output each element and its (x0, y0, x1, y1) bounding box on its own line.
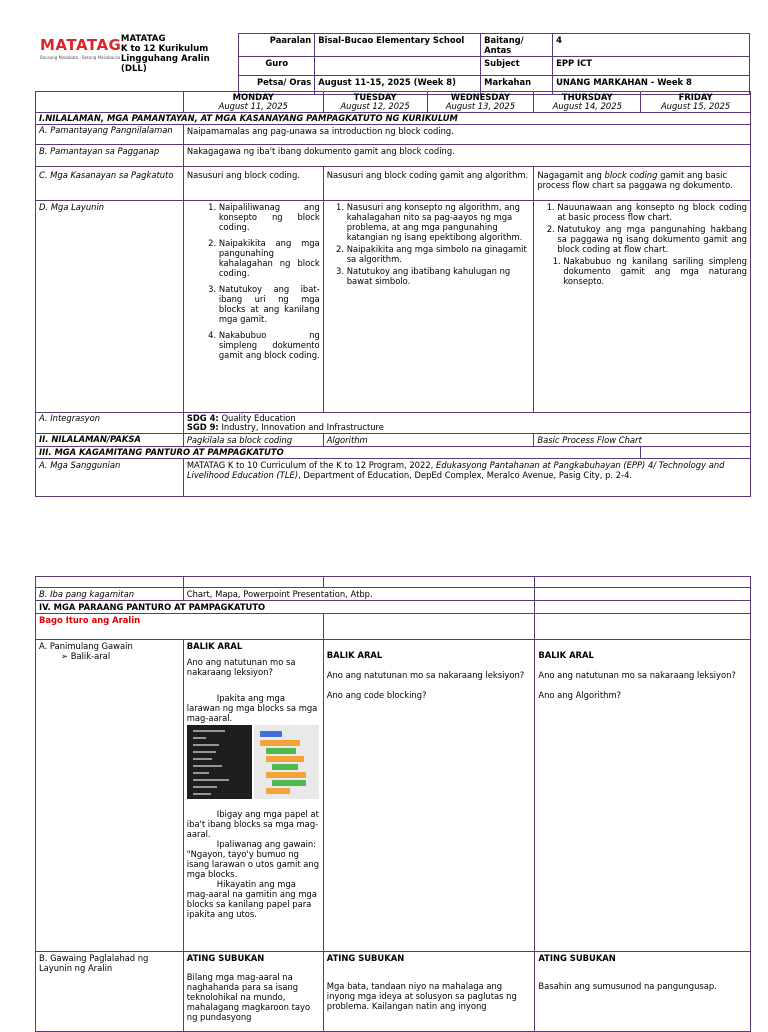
paglalahad-monday: ATING SUBUKAN Bilang mga mag-aaral na naghahanda para sa isang teknolohikal na mundo, mahalagang magkaroon tayo ng pundasyong (183, 952, 323, 1032)
panimulang-tuesday: BALIK ARAL Ano ang natutunan mo sa nakaraang leksiyon? Ano ang code blocking? (323, 640, 535, 952)
nilalaman-thursday: Basic Process Flow Chart (534, 434, 751, 447)
petsa-label: Petsa/ Oras (239, 76, 315, 95)
markahan-label: Markahan (481, 76, 553, 95)
scratch-blocks-screenshot (254, 725, 319, 799)
header-table (35, 33, 750, 95)
day-monday: MONDAY August 11, 2025 (183, 92, 323, 113)
blank-cell (183, 577, 323, 588)
guro-value (315, 57, 481, 76)
panimulang-thursday: BALIK ARAL Ano ang natutunan mo sa nakaraang leksiyon? Ano ang Algorithm? (535, 640, 751, 952)
blank-cell (535, 588, 751, 601)
paaralan-label: Paaralan (239, 34, 315, 57)
code-editor-screenshot (187, 725, 252, 799)
layunin-mon-item: 3. Natutukoy ang ibat-ibang uri ng mga blocks at ang kanilang mga gamit. (219, 284, 320, 324)
layunin-mon-item: 4. Nakabubuo ng simpleng dokumento gamit ang block coding. (219, 330, 320, 360)
subject-label: Subject (481, 57, 553, 76)
day-wednesday: WEDNESDAY August 13, 2025 (427, 92, 534, 113)
layunin-thu-item: 2. Natutukoy ang mga pangunahing hakbang sa paggawa ng isang dokumento gamit ang block coding at flow chart. (557, 224, 747, 254)
day-friday: FRIDAY August 15, 2025 (641, 92, 751, 113)
program-title: MATATAG K to 12 Kurikulum Lingguhang Aralin (DLL) (120, 33, 210, 74)
guro-label: Guro (239, 57, 315, 76)
layunin-thursday (534, 201, 751, 413)
kagamitan-label: B. Iba pang kagamitan (36, 588, 184, 601)
logo-cell (35, 34, 122, 95)
markahan-value: UNANG MARKAHAN - Week 8 (553, 76, 750, 95)
integrasyon-value: SDG 4: Quality Education SGD 9: Industry, Innovation and Infrastructure (183, 413, 750, 434)
blank-cell (641, 447, 751, 459)
layunin-thu-item: 1. Nauunawaan ang konsepto ng block coding at basic process flow chart. (557, 202, 747, 222)
layunin-mon-item: 1. Naipaliliwanag ang konsepto ng block coding. (219, 202, 320, 232)
layunin-thu-item: 1. Nakabubuo ng kanilang sariling simpleng dokumento gamit ang mga naturang konsepto. (563, 256, 747, 286)
layunin-tue-item: 3. Natutukoy ang ibatibang kahulugan ng bawat simbolo. (347, 266, 531, 286)
bago-ituro-label: Bago Ituro ang Aralin (36, 614, 324, 640)
nilalaman-label: II. NILALAMAN/PAKSA (36, 434, 184, 447)
section4-title: IV. MGA PARAANG PANTURO AT PAMPAGKATUTO (36, 601, 535, 614)
logo-tagline: Bansang Makabata · Batang Makabansa (40, 55, 121, 60)
paglalahad-label: B. Gawaing Paglalahad ng Layunin ng Aralin (36, 952, 184, 1032)
panimulang-label: A. Panimulang Gawain ➢ Balik-aral (36, 640, 184, 952)
layunin-tuesday (323, 201, 534, 413)
baitang-value: 4 (553, 34, 750, 57)
sanggunian-value: MATATAG K to 10 Curriculum of the K to 12 Program, 2022, Edukasyong Pantahanan at Pangkabuhayan (EPP) 4/ Technology and Livelihood Education (TLE), Department of Education, DepEd Complex, Meralco Avenue, Pasig City, p. 2-4. (183, 459, 750, 497)
kasanayan-monday: Nasusuri ang block coding. (183, 167, 323, 201)
petsa-value: August 11-15, 2025 (Week 8) (315, 76, 481, 95)
block-code-illustration (187, 725, 319, 799)
arrow-bullet-icon: ➢ (61, 651, 69, 661)
blank-cell (535, 614, 751, 640)
layunin-label: D. Mga Layunin (36, 201, 184, 413)
paaralan-value: Bisal-Bucao Elementary School (315, 34, 481, 57)
layunin-tue-item: 2. Naipakikita ang mga simbolo na ginagamit sa algorithm. (347, 244, 531, 264)
blank-cell (535, 577, 751, 588)
layunin-monday (183, 201, 323, 413)
day-thursday: THURSDAY August 14, 2025 (534, 92, 641, 113)
section3-title: III. MGA KAGAMITANG PANTURO AT PAMPAGKATUTO (36, 447, 641, 459)
sanggunian-label: A. Mga Sanggunian (36, 459, 184, 497)
pamantayang-value: Naipamamalas ang pag-unawa sa introduction ng block coding. (183, 125, 750, 145)
logo-text: MATATAG (40, 36, 122, 54)
blank-corner (36, 92, 184, 113)
blank-cell (323, 577, 535, 588)
kasanayan-tuesday: Nasusuri ang block coding gamit ang algorithm. (323, 167, 534, 201)
layunin-tue-item: 1. Nasusuri ang konsepto ng algorithm, ang kahalagahan nito sa pag-aayos ng mga problema, at ang mga pangunahing katangian ng isang epektibong algorithm. (347, 202, 531, 242)
kasanayan-thursday: Nagagamit ang block coding gamit ang basic process flow chart sa paggawa ng dokumento. (534, 167, 751, 201)
blank-cell (323, 614, 535, 640)
paglalahad-thursday: ATING SUBUKAN Basahin ang sumusunod na pangungusap. (535, 952, 751, 1032)
days-row (36, 92, 751, 113)
baitang-label: Baitang/ Antas (481, 34, 553, 57)
nilalaman-monday: Pagkilala sa block coding (183, 434, 323, 447)
nilalaman-tuesday: Algorithm (323, 434, 534, 447)
pagganap-label: B. Pamantayan sa Pagganap (36, 145, 184, 167)
kasanayan-label: C. Mga Kasanayan sa Pagkatuto (36, 167, 184, 201)
blank-cell (36, 577, 184, 588)
subject-value: EPP ICT (553, 57, 750, 76)
dll-table-1 (35, 91, 751, 497)
integrasyon-label: A. Integrasyon (36, 413, 184, 434)
section1-title: I.NILALAMAN, MGA PAMANTAYAN, AT MGA KASANAYANG PAMPAGKATUTO NG KURIKULUM (36, 113, 751, 125)
blank-cell (535, 601, 751, 614)
panimulang-monday: BALIK ARAL Ano ang natutunan mo sa nakaraang leksiyon? Ipakita ang mga larawan ng mga blocks sa mga mag-aaral. Ibigay ang mga papel at iba't ibang blocks sa mga mag- aaral. Ipaliwanag ang gawain: "Ngayon, tayo'y bumuo ng isang larawan o utos gamit ang mga blocks. Hikayatin ang mga mag-aaral na gamitin ang mga blocks sa kanilang papel para ipakita ang utos. (183, 640, 323, 952)
paglalahad-tuesday: ATING SUBUKAN Mga bata, tandaan niyo na mahalaga ang inyong mga ideya at solusyon sa paglutas ng problema. Kailangan natin ang inyong (323, 952, 535, 1032)
layunin-mon-item: 2. Naipakikita ang mga pangunahing kahalagahan ng block coding. (219, 238, 320, 278)
day-tuesday: TUESDAY August 12, 2025 (323, 92, 427, 113)
pamantayang-label: A. Pamantayang Pangnilalaman (36, 125, 184, 145)
dll-table-2 (35, 576, 751, 1032)
kagamitan-value: Chart, Mapa, Powerpoint Presentation, Atbp. (183, 588, 535, 601)
pagganap-value: Nakagagawa ng iba't ibang dokumento gamit ang block coding. (183, 145, 750, 167)
